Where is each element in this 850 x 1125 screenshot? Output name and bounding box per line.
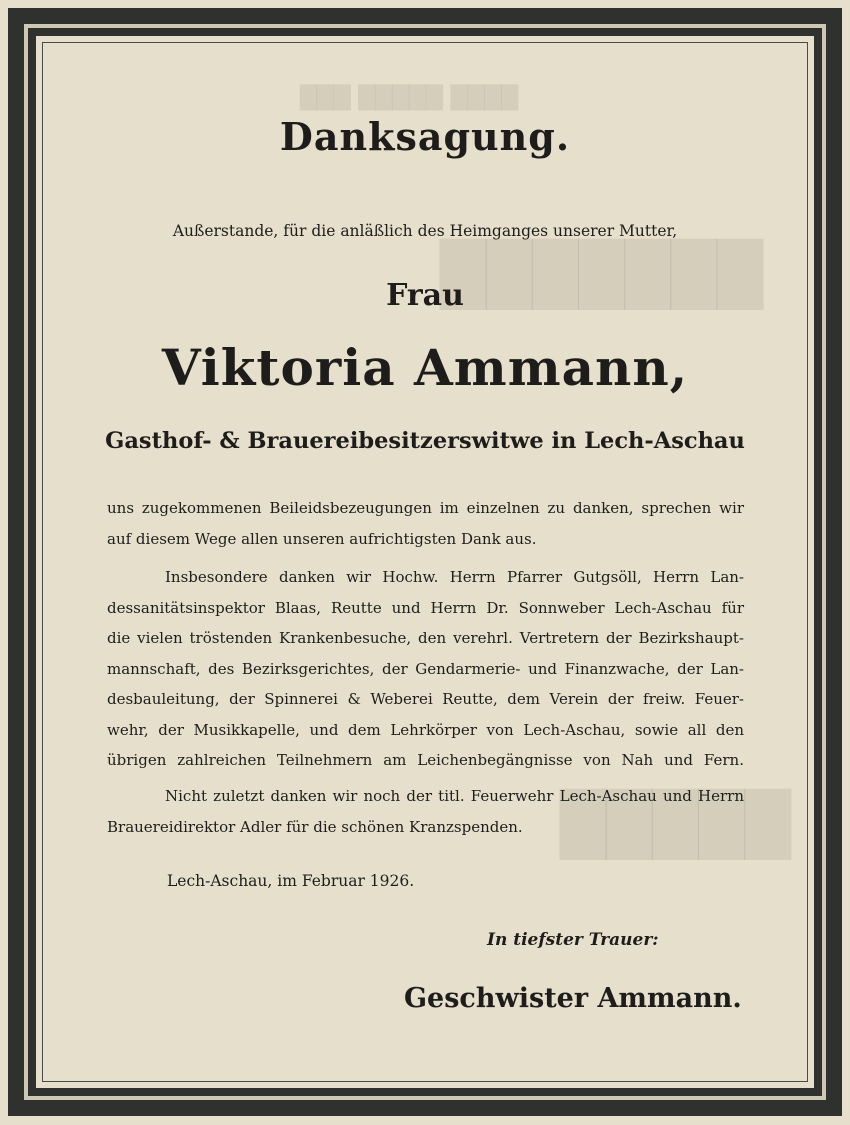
paragraph-line: desbauleitung, der Spinnerei & Weberei Reutte, dem Verein der freiw. Feuer- [107, 690, 744, 708]
notice-title: Danksagung. [279, 114, 571, 159]
mourning-line: In tiefster Trauer: [487, 930, 659, 950]
paragraph-line: Nicht zuletzt danken wir noch der titl. Feuerwehr Lech-Aschau und Herrn [165, 787, 744, 805]
paragraph-special-thanks [107, 562, 744, 776]
paragraph-line: wehr, der Musikkapelle, und dem Lehrkörper von Lech-Aschau, sowie all den [107, 720, 744, 739]
paragraph-line: uns zugekommenen Beileidsbezeugungen im einzelnen zu danken, sprechen wir [107, 499, 744, 517]
paragraph-line: die vielen tröstenden Krankenbesuche, den verehrl. Vertretern der Bezirkshaupt- [107, 629, 744, 647]
paragraph-line: Brauereidirektor Adler für die schönen Kranzspenden. [107, 817, 523, 836]
show-through-decoration: █████ [560, 790, 791, 860]
show-through-decoration: ███ █████ ████ [300, 85, 519, 111]
place-date: Lech-Aschau, im Februar 1926. [167, 872, 415, 890]
paragraph-line: auf diesem Wege allen unseren aufrichtigsten Dank aus. [107, 529, 537, 548]
salutation: Frau [386, 278, 464, 313]
deceased-occupation: Gasthof- & Brauereibesitzerswitwe in Lech-Aschau [105, 428, 745, 454]
signature: Geschwister Ammann. [404, 983, 742, 1014]
deceased-name: Viktoria Ammann, [161, 338, 689, 397]
paragraph-line: Insbesondere danken wir Hochw. Herrn Pfarrer Gutgsöll, Herrn Lan- [165, 568, 744, 586]
show-through-decoration: ███████ [440, 240, 763, 310]
paragraph-line: mannschaft, des Bezirksgerichtes, der Gendarmerie- und Finanzwache, der Lan- [107, 659, 744, 678]
paragraph-line: übrigen zahlreichen Teilnehmern am Leichenbegängnisse von Nah und Fern. [107, 751, 744, 769]
intro-line: Außerstande, für die anläßlich des Heimganges unserer Mutter, [172, 222, 678, 240]
paragraph-condolences [107, 493, 744, 554]
paragraph-line: dessanitätsinspektor Blaas, Reutte und Herrn Dr. Sonnweber Lech-Aschau für [107, 598, 744, 617]
paragraph-wreath-thanks [107, 781, 744, 842]
